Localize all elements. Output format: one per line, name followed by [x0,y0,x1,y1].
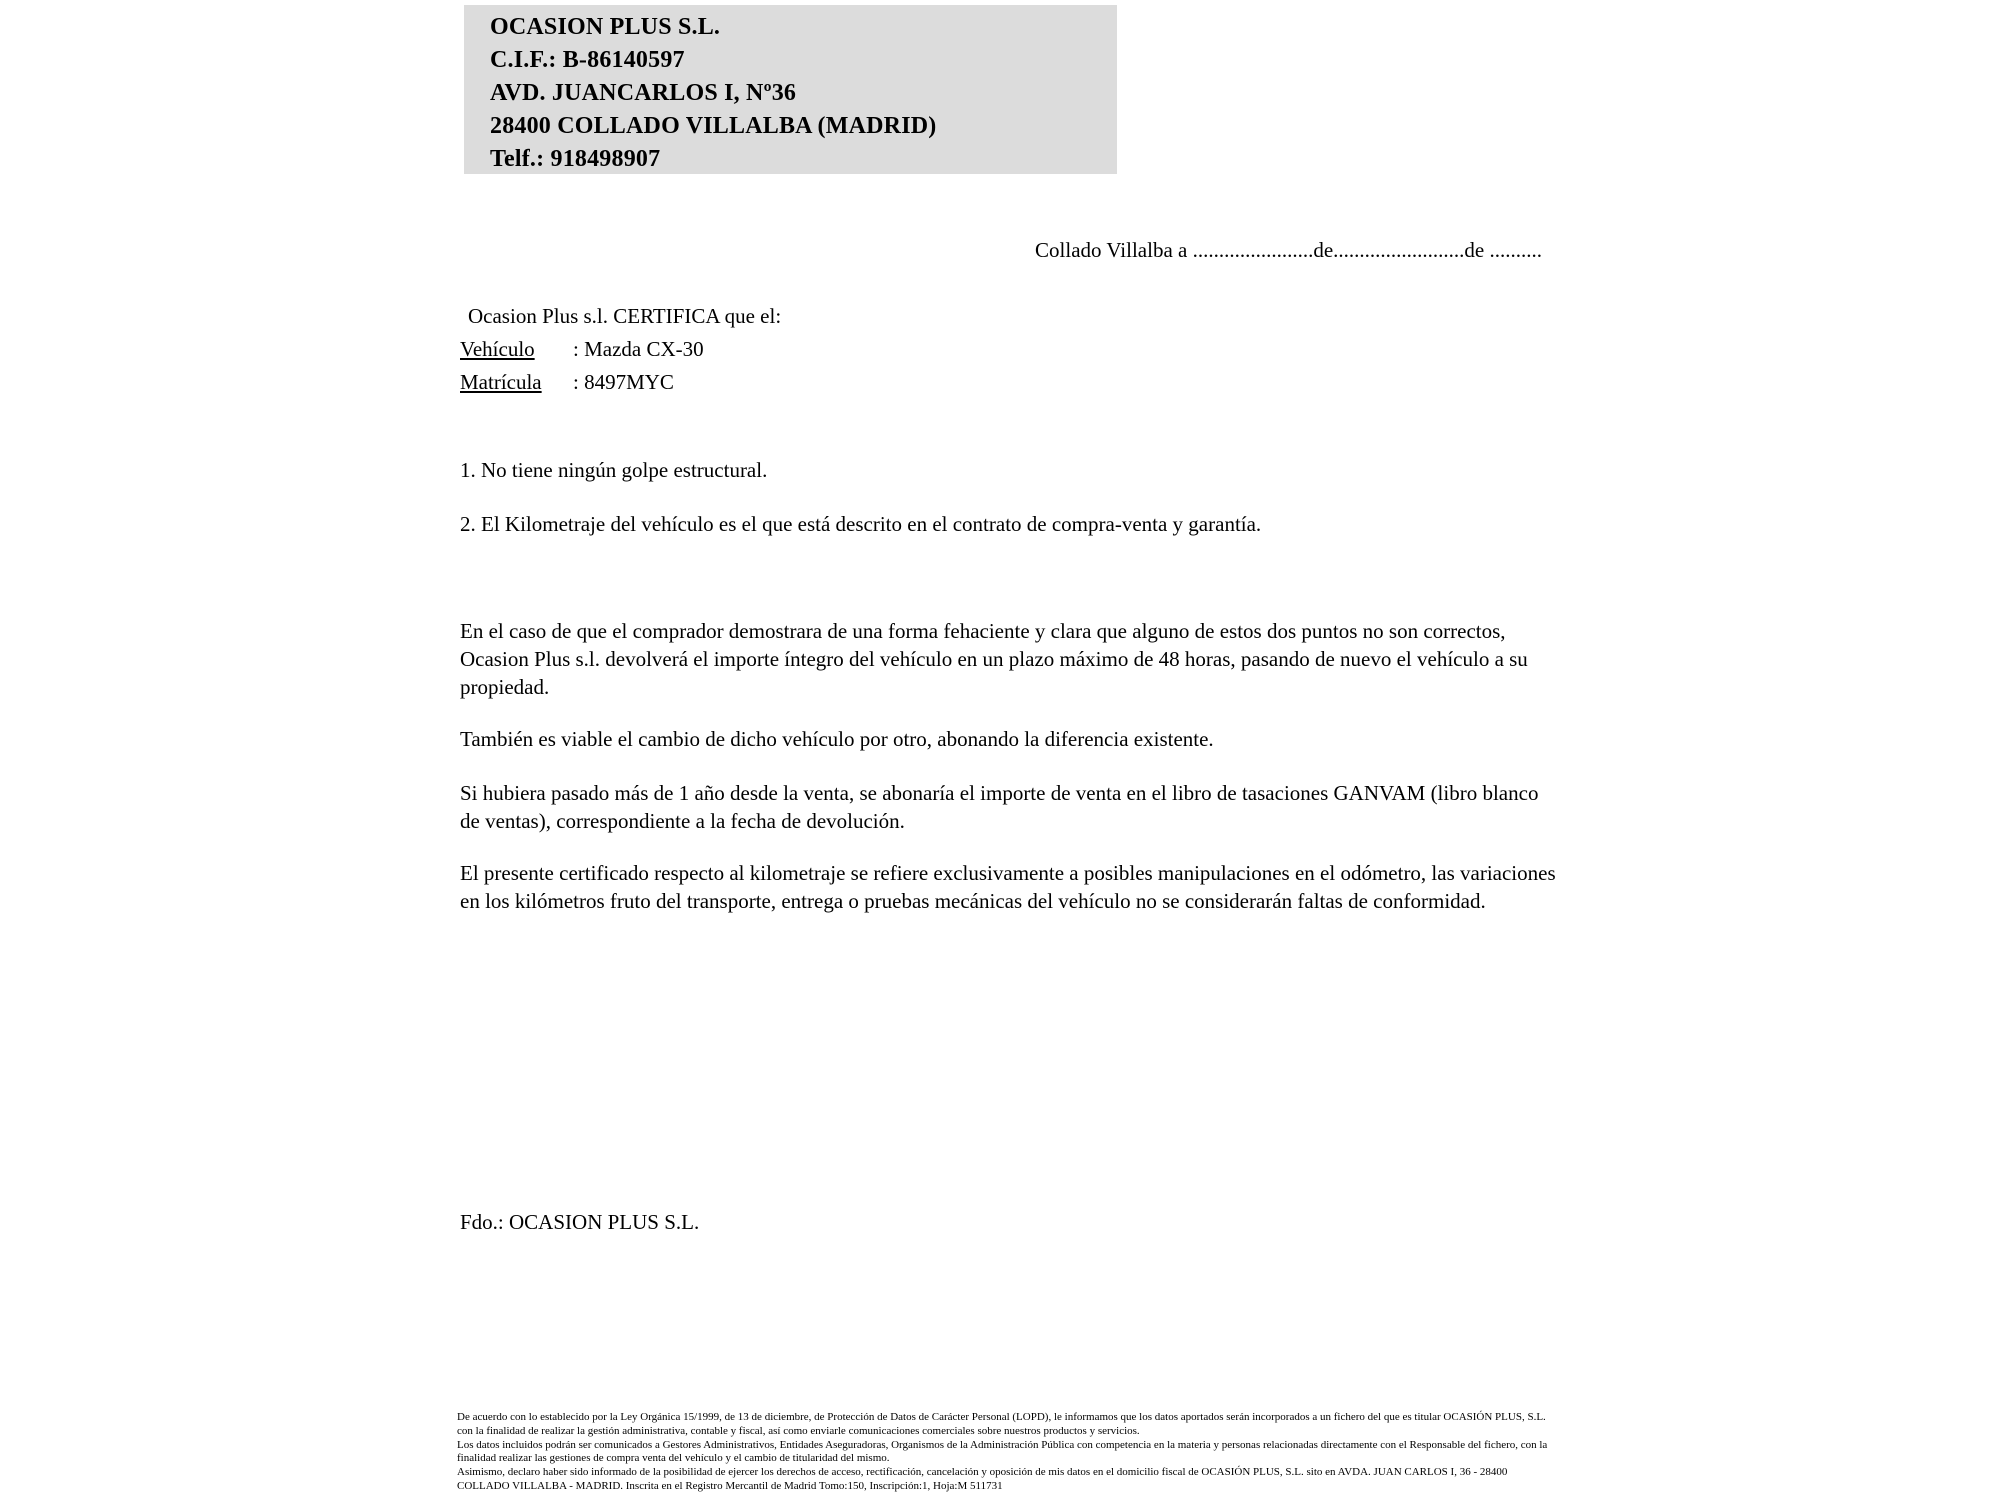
plate-field-value: : 8497MYC [573,370,674,394]
paragraph-odometer-scope: El presente certificado respecto al kilometraje se refiere exclusivamente a posibles manipulaciones en el odómetro, las variaciones en los kilómetros fruto del transporte, entrega o pruebas mecánicas del vehículo no se considerarán faltas de conformidad. [460,861,1556,913]
vehicle-field-value: : Mazda CX-30 [573,337,704,361]
vehicle-field [460,333,781,366]
company-name: OCASION PLUS S.L. [490,14,721,40]
date-line: Collado Villalba a .......................de.........................de .......... [1035,238,1542,262]
certify-block [460,300,781,399]
legal-footer-paragraph-lopd: De acuerdo con lo establecido por la Ley Orgánica 15/1999, de 13 de diciembre, de Protección de Datos de Carácter Personal (LOPD), le informamos que los datos aportados serán incorporados a un fichero del que es titular OCASIÓN PLUS, S.L. con la finalidad de realizar la gestión administrativa, contable y fiscal, así como enviarle comunicaciones comerciales sobre nuestros productos y servicios. [457,1411,1546,1437]
paragraph-exchange-option: También es viable el cambio de dicho vehículo por otro, abonando la diferencia existente. [460,727,1214,751]
company-address: AVD. JUANCARLOS I, Nº36 [490,80,797,106]
legal-footer-paragraph-rights: Asimismo, declaro haber sido informado de la posibilidad de ejercer los derechos de acceso, rectificación, cancelación y oposición de mis datos en el domicilio fiscal de OCASIÓN PLUS, S.L. sito en AVDA. JUAN CARLOS I, 36 - 28400 COLLADO VILLALBA - MADRID. Inscrita en el Registro Mercantil de Madrid Tomo:150, Inscripción:1, Hoja:M 511731 [457,1466,1508,1492]
paragraph-ganvam-valuation: Si hubiera pasado más de 1 año desde la venta, se abonaría el importe de venta en el libro de tasaciones GANVAM (libro blanco de ventas), correspondiente a la fecha de devolución. [460,781,1539,833]
legal-footer [457,1411,1552,1494]
certified-point-1: 1. No tiene ningún golpe estructural. [460,458,768,482]
paragraph-refund-terms: En el caso de que el comprador demostrara de una forma fehaciente y clara que alguno de estos dos puntos no son correctos, Ocasion Plus s.l. devolverá el importe íntegro del vehículo en un plazo máximo de 48 horas, pasando de nuevo el vehículo a su propiedad. [460,619,1528,699]
vehicle-field-label: Vehículo [460,337,535,361]
legal-footer-paragraph-data-sharing: Los datos incluidos podrán ser comunicados a Gestores Administrativos, Entidades Aseguradoras, Organismos de la Administración Pública con competencia en la materia y personas relacionadas directamente con el Responsable del fichero, con la finalidad realizar las gestiones de compra venta del vehículo y el cambio de titularidad del mismo. [457,1438,1548,1465]
company-cif: C.I.F.: B-86140597 [490,47,685,73]
plate-field [460,366,781,399]
certify-intro: Ocasion Plus s.l. CERTIFICA que el: [468,304,782,328]
certified-point-2: 2. El Kilometraje del vehículo es el que está descrito en el contrato de compra-venta y garantía. [460,512,1262,536]
company-phone: Telf.: 918498907 [490,146,661,172]
plate-field-label: Matrícula [460,370,542,394]
signature-line: Fdo.: OCASION PLUS S.L. [460,1210,700,1234]
company-header-box [464,5,1117,174]
company-city: 28400 COLLADO VILLALBA (MADRID) [490,113,937,139]
